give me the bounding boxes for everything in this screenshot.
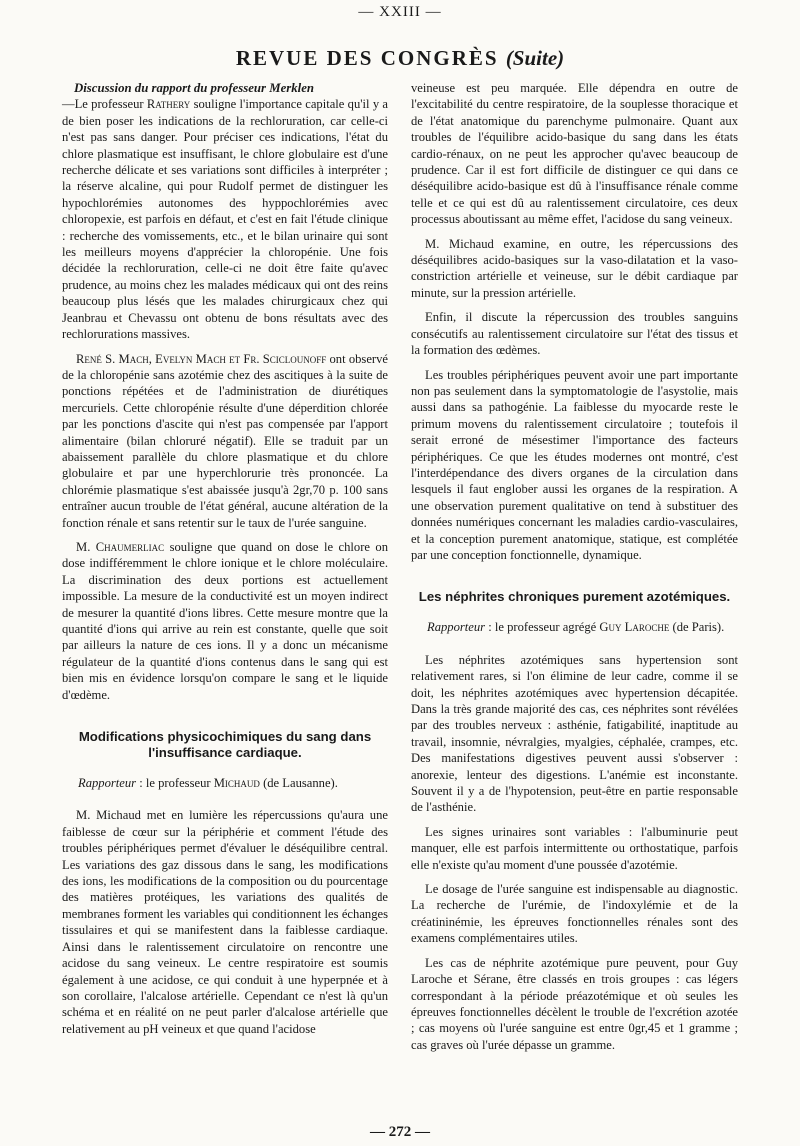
paragraph: Le dosage de l'urée sanguine est indispensable au diagnostic. La recherche de l'urémie, de l'indoxylémie et de la créatininémie, les épreuves fonctionnelles rénales sont des examens complémentaires utiles. (411, 882, 738, 946)
rapporteur-label: Rapporteur (427, 620, 486, 635)
paragraph-lead: —Le professeur (62, 97, 147, 112)
paragraph: Enfin, il discute la répercussion des troubles sanguins consécutifs au ralentissement circulatoire sur l'état des tissus et la formation des œdèmes. (411, 310, 738, 358)
paragraph-text: souligne que quand on dose le chlore on dose indifféremment le chlore ionique et le chlore moléculaire. La discrimination des deux portions est actuellement impossible. La mesure de la conductivité est un moyen indirect de mesurer la quantité d'ions libres. Cette mesure montre que la quantité d'ions qui arrive au rein est constante, quelle que soit par ailleurs la nature de ces ions. Il y a donc un mécanisme régulateur de la quantité d'ions contenus dans le sang qui est bien mis en évidence lorsqu'on compare le sang et le liquide d'œdème. (62, 539, 388, 702)
section-title: Les néphrites chroniques purement azotémiques. (418, 589, 731, 605)
rapporteur-name: Michaud (213, 776, 260, 791)
paragraph: veineuse est peu marquée. Elle dépendra en outre de l'excitabilité du centre respiratoire, de la souplesse thoracique et de l'état anatomique du parenchyme pulmonaire. Quant aux troubles de l'équilibre acido-basique du sang dans les états cardio-rénaux, on ne peut les approcher qu'avec beaucoup de prudence. Car il est fort difficile de distinguer ce qui dans ce déséquilibre acido-basique est dû à l'insuffisance rénale comme telle et ce qui est dû au ralentissement circulatoire, ces deux processus aboutissant au même effet, l'acidose du sang veineux. (411, 81, 738, 227)
rapporteur-label: Rapporteur (78, 776, 137, 791)
paragraph (62, 539, 388, 703)
rapporteur-line (411, 619, 738, 635)
paragraph-lead: M. (76, 539, 96, 554)
title-suite: (Suite) (505, 46, 565, 70)
paragraph: Les signes urinaires sont variables : l'albuminurie peut manquer, elle est parfois intermittente ou orthostatique, parfois elle n'existe qu'au moment d'une poussée d'azotémie. (411, 824, 738, 872)
author-name: Chaumerliac (95, 539, 165, 554)
paragraph: Les néphrites azotémiques sans hypertension sont relativement rares, si l'on élimine de leur cadre, comme il se doit, les néphrites azotémiques avec hypertension décapitée. Dans la très grande majorité des cas, ces néphrites sont révélées par des troubles nerveux : asthénie, fatigabilité, inaptitude au travail, insomnie, névralgies, myalgies, céphalée, crampes, etc. Des manifestations digestives peuvent aussi s'observer : anorexie, lenteur des digestions. L'anémie est inconstante. Souvent il y a de l'hypotension, peut-être en partie responsable de l'asthénie. (411, 652, 738, 815)
paragraph: M. Michaud examine, en outre, les répercussions des déséquilibres acido-basiques sur la vaso-dilatation et la vaso-constriction artérielle et veineuse, sur le débit cardiaque par minute, sur la pression artérielle. (411, 236, 738, 300)
rapporteur-name: Guy Laroche (599, 620, 670, 635)
paragraph: M. Michaud met en lumière les répercussions qu'aura une faiblesse de cœur sur la périphérie et comment l'étude des troubles périphériques permet d'évaluer le déséquilibre central. Les variations des gaz dissous dans le sang, les modifications des ions, les modifications de la composition ou du pourcentage des matières protéiques, les variations des qualités de membranes forment les variables qui conditionnent les échanges tissulaires et qui se manifestent dans la faiblesse cardiaque. Ainsi dans le ralentissement circulatoire on rencontre une acidose du sang veineux. Le centre respiratoire est soumis également à une acidose, ce qui conduit à une hyperpnée et à son corollaire, l'alcalose artérielle. Cependant ce n'est là qu'un schéma et en réalité on ne peut parler d'alcalose artérielle que relativement au pH veineux et que quand l'acidose (62, 808, 388, 1036)
rapporteur-post: (de Paris). (669, 620, 725, 635)
rapporteur-post: (de Lausanne). (259, 776, 338, 791)
paragraph: Les cas de néphrite azotémique pure peuvent, pour Guy Laroche et Sérane, être classés en trois groupes : cas légers correspondant à la période préazotémique et où seules les épreuves fonctionnelles décèlent le trouble de l'excrétion azotée ; cas moyens où l'urée sanguine est entre 0gr,45 et 1 gramme ; cas graves où l'urée dépasse un gramme. (411, 955, 738, 1052)
paragraph-text: ont observé de la chloropénie sans azotémie chez des ascitiques à la suite de ponctions répétées et de l'administration de diurétiques mercuriels. Cette chloropénie résulte d'une déperdition chlorée par les ponctions d'ascite qui n'est pas compensée par l'apport alimentaire (bilan chloruré négatif). Elle se traduit par un abaissement parallèle du chlore plasmatique et du chlore globulaire et par une hyperchlorurie très prononcée. La chlorémie plasmatique s'est abaissée jusqu'à 2gr,70 p. 100 sans entraîner aucun trouble de l'état général, aucune altération de la fonction rénale et sans retentir sur le taux de l'urée sanguine. (62, 351, 388, 530)
paragraph-text: souligne l'importance capitale qu'il y a de bien poser les indications de la rechloruration, car celle-ci n'est pas sans danger. Pour préciser ces indications, l'état du chlore plasmatique est insuffisant, le chlore globulaire est d'une recherche délicate et ses variations sont difficiles à interpréter ; la réserve alcaline, qui pour Rudolf permet de distinguer les hypochlorémies autonomes des hyppochlorémies avec chloropexie, est parfois en défaut, et c'est en fait l'étude clinique : recherche des vomissements, etc., et le bilan urinaire qui sont les meilleurs moyens d'apprécier la chloropénie. Une fois décidée la rechloruration, celle-ci ne doit être faite qu'avec prudence, au moins chez les malades médicaux qui ont des reins beaucoup plus lésés que les malades chirurgicaux chez qui Jeanbrau et Chevassu ont obtenu de bons résultats avec des rechlorurations massives. (62, 97, 388, 342)
rapporteur-line (62, 775, 388, 791)
paragraph (62, 96, 388, 342)
rapporteur-pre: : le professeur agrégé (485, 620, 600, 635)
page-title (0, 46, 800, 71)
author-name: Rathery (146, 97, 191, 112)
paragraph (62, 351, 388, 531)
right-column (411, 80, 738, 1053)
discussion-title: Discussion du rapport du professeur Merklen (74, 81, 314, 95)
rapporteur-pre: : le professeur (136, 776, 214, 791)
paragraph: Les troubles périphériques peuvent avoir une part importante non pas seulement dans la symptomatologie de l'asystolie, mais aussi dans sa pathogénie. La faiblesse du myocarde reste le primum movens du ralentissement circulatoire ; toutefois il serait erroné de mésestimer l'importance des facteurs périphériques. Ce que les études modernes ont montré, c'est l'interdépendance des divers organes de la circulation dans lesquels il faut englober aussi les organes de la respiration. A une observation purement qualitative on tend à substituer des données numériques concernant les maladies cardio-vasculaires, et la conception purement anatomique, statique, est complétée par une conception fonctionnelle, dynamique. (411, 367, 738, 562)
title-main: REVUE DES CONGRÈS (235, 46, 499, 70)
author-names: René S. Mach, Evelyn Mach et Fr. Sciclounoff (76, 351, 327, 366)
page-header-roman: — XXIII — (358, 4, 442, 20)
left-column (62, 80, 388, 1037)
page-number: — 272 — (370, 1124, 430, 1140)
section-title: Modifications physicochimiques du sang dans l'insuffisance cardiaque. (78, 729, 372, 761)
